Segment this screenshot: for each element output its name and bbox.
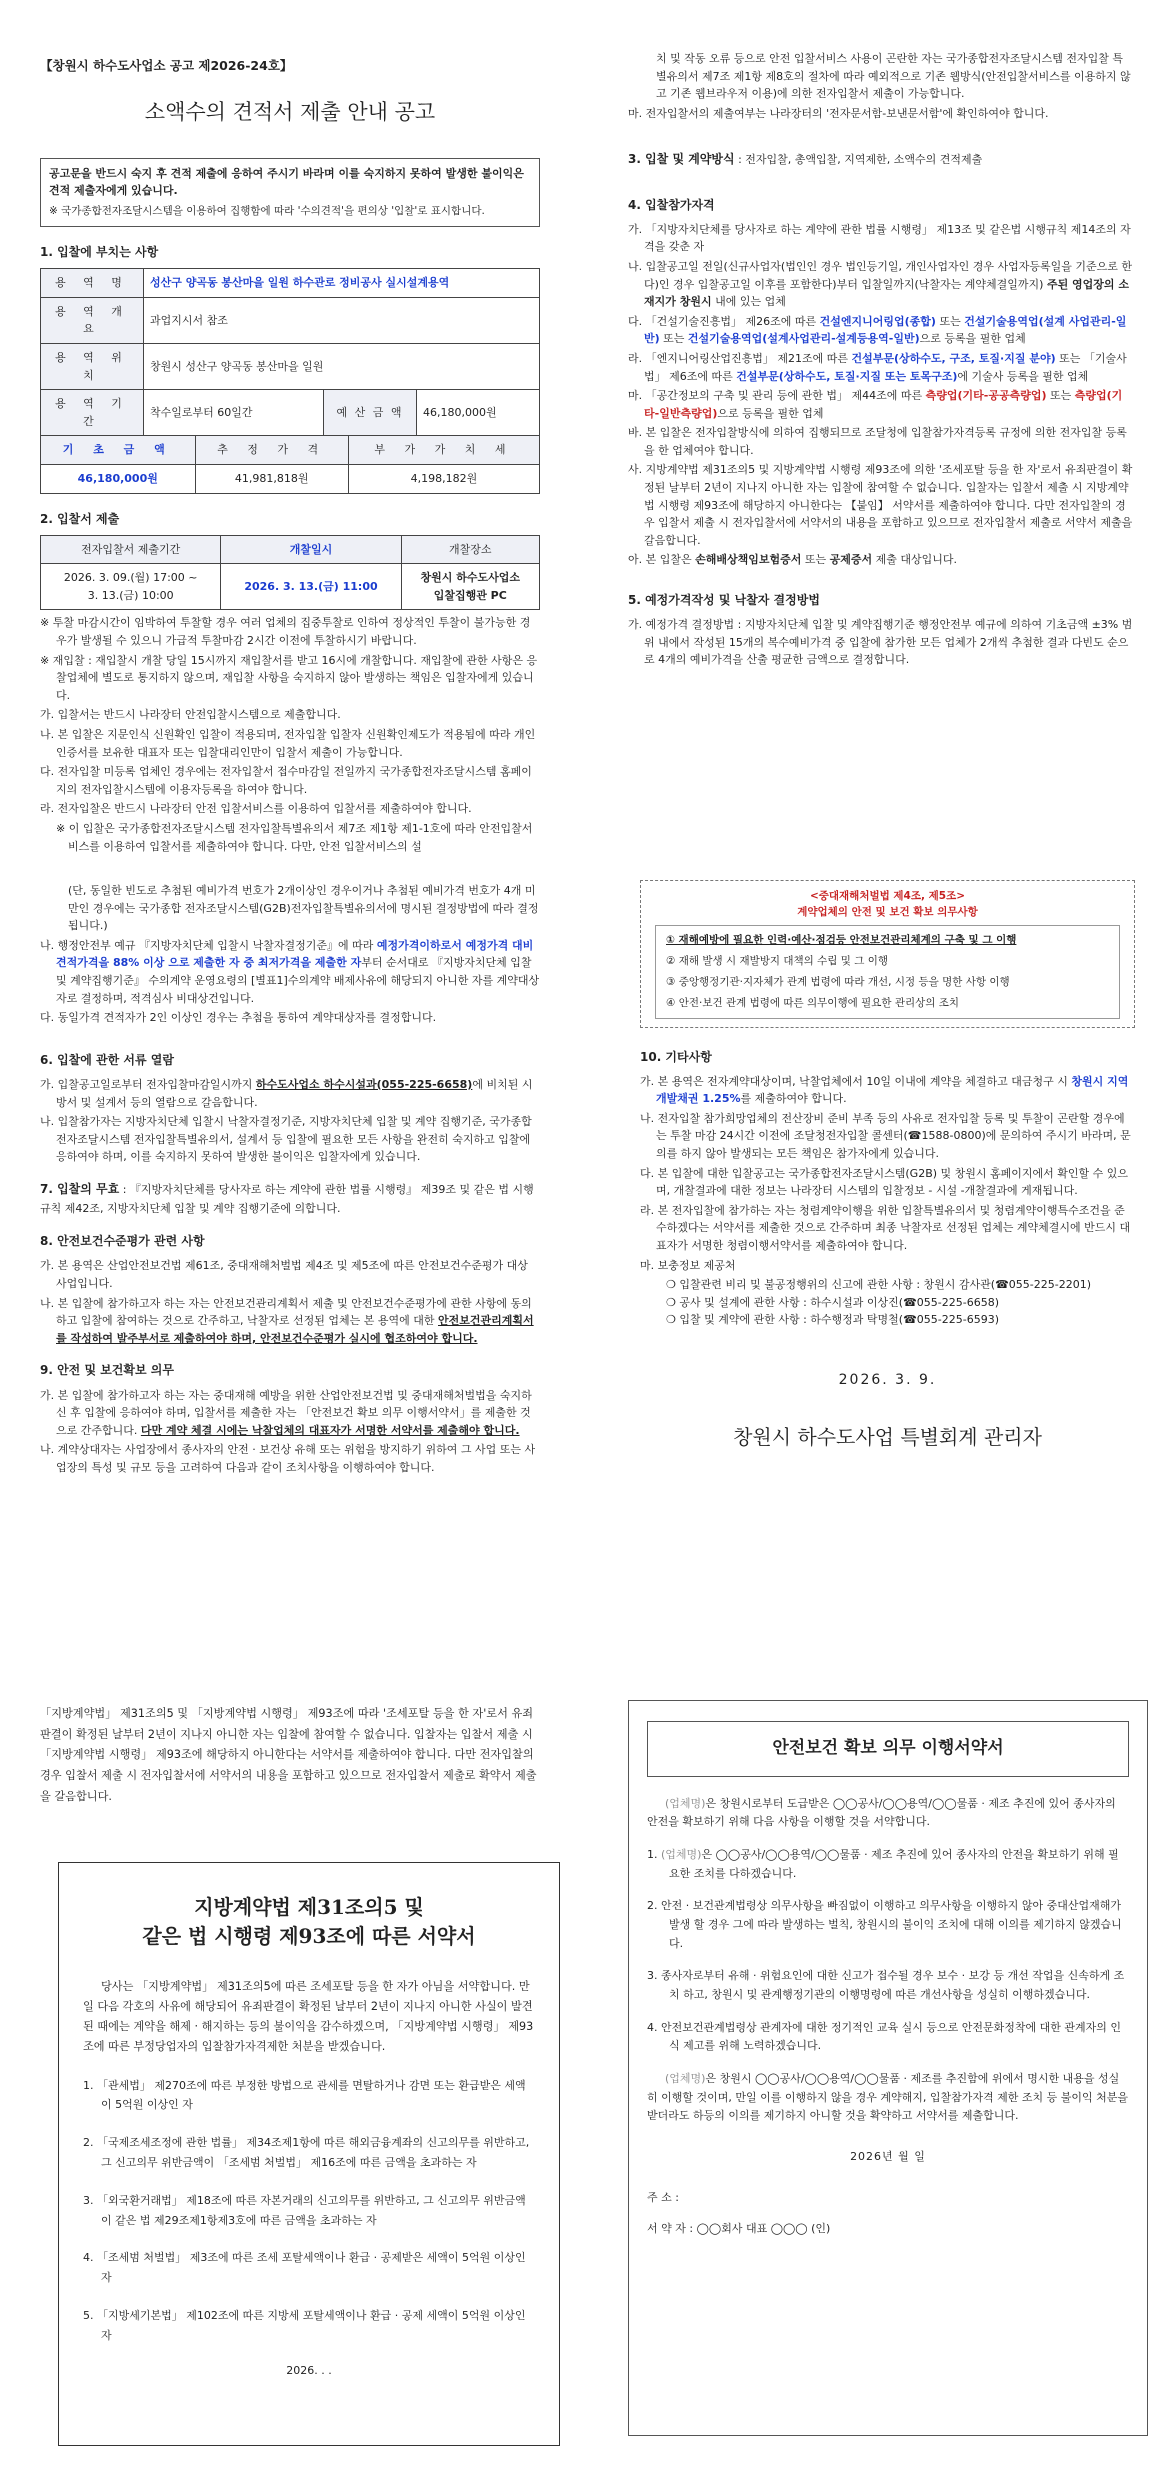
warning-sub: ※ 국가종합전자조달시스템을 이용하여 집행함에 따라 '수의견적'을 편의상 '입찰'로 표시합니다.	[49, 205, 485, 218]
note-paragraph: ※ 투찰 마감시간이 임박하여 투찰할 경우 여러 업체의 집중투찰로 인하여 정상적인 투찰이 불가능한 경우가 발생될 수 있으니 가급적 투찰마감 2시간 이전에 투찰하시기 바랍니다.	[40, 616, 531, 648]
text-run: 다만 계약 체결 시에는 낙찰업체의 대표자가 서명한 서약서를 제출해야 합니다.	[140, 1423, 520, 1437]
text-run: 마. 「공간정보의 구축 및 관리 등에 관한 법」 제44조에 따른	[628, 389, 926, 403]
clause-da	[628, 313, 1133, 348]
section-7-title: 7. 입찰의 무효	[40, 1181, 120, 1196]
clause-ra: 라. 전자입찰은 반드시 나라장터 안전 입찰서비스를 이용하여 입찰서를 제출하여야 합니다.	[40, 802, 472, 816]
text-run: 건설기술용역업(설계 사업관리-일반)	[644, 314, 1127, 346]
place-line: 입찰집행관 PC	[433, 588, 507, 602]
submission-period	[41, 564, 221, 610]
table-row	[41, 390, 540, 436]
text-run: 나. 입찰공고일 전일(신규사업자(법인인 경우 법인등기일, 개인사업자인 경우 사업자등록일을 기준으로 한다)인 경우 입찰공고일 이후를 포함한다)부터 입찰일까지(낙찰자는 계약체결일까지)	[628, 259, 1132, 291]
clause-na: 나. 계약상대자는 사업장에서 종사자의 안전 · 보건상 유해 또는 위험을 방지하기 위하여 그 사업 또는 사업장의 특성 및 규모 등을 고려하여 다음과 같이 조치사항을 이행하여야 합니다.	[40, 1443, 536, 1474]
text-run: 은 창원시로부터 도급받은 ◯◯공사/◯◯용역/◯◯물품 · 제조 추진에 있어 종사자의 안전을 확보하기 위해 다음 사항을 이행할 것을 서약합니다.	[647, 1796, 1116, 1829]
submission-table	[40, 535, 540, 611]
safety-box-title	[655, 889, 1120, 921]
warning-box	[40, 158, 540, 227]
page2-left	[40, 1704, 540, 1808]
text-run: 측량업(기타-일반측량업)	[644, 389, 1123, 420]
text-run: 은 창원시 ◯◯공사/◯◯용역/◯◯물품 · 제조를 추진함에 위에서 명시한 내용을 성실히 이행할 것이며, 만일 이를 이행하지 않을 경우 계약해지, 입찰참가자격 제한 조치 등 불이익 처분을 받더라도 하등의 이의를 제기하지 아니할 것을 확약하고 서약서를 제출합니다.	[647, 2072, 1128, 2123]
list-item: ① 재해예방에 필요한 인력·예산·점검등 안전보건관리체계의 구축 및 그 이행	[666, 933, 1017, 946]
text-run: 또는	[1046, 389, 1075, 403]
clause-ga: 가. 본 용역은 산업안전보건법 제61조, 중대재해처벌법 제4조 및 제5조에 따른 안전보건수준평가 대상 사업입니다.	[40, 1259, 528, 1291]
oath-closing	[647, 2070, 1129, 2126]
notice-date: 2026. 3. 9.	[838, 1372, 937, 1388]
text-run: 안전보건관계법령상 관계자에 대한 정기적인 교육 실시 등으로 안전문화정착에 대한 관계자의 인식 제고를 위해 노력하겠습니다.	[661, 2020, 1122, 2053]
text-run: 가. 본 용역은 전자계약대상이며, 낙찰업체에서 10일 이내에 계약을 체결하고 대금청구 시	[640, 1074, 1072, 1088]
text-run: (업체명)	[665, 1796, 706, 1810]
text-run: 공제증서	[829, 553, 873, 567]
safety-title-line: <중대재해처벌법 제4조, 제5조>	[809, 890, 966, 902]
text-run: 건설엔지니어링업(종합)	[819, 314, 936, 328]
right-column-upper	[628, 48, 1133, 671]
clause-ma: 마. 전자입찰서의 제출여부는 나라장터의 '전자문서함-보낸문서함'에 확인하여야 합니다.	[628, 106, 1049, 120]
list-item	[647, 1897, 1129, 1953]
oath-signer: 서 약 자 : ◯◯회사 대표 ◯◯◯ (인)	[647, 2221, 831, 2235]
text-run: 2.	[647, 1899, 661, 1913]
service-period: 착수일로부터 60일간	[144, 390, 324, 436]
clause-na: 나. 입찰참가자는 지방자치단체 입찰시 낙찰자결정기준, 지방자치단체 입찰 및 계약 집행기준, 국가종합전자조달시스템 전자입찰특별유의서, 설계서 등 입찰에 필요한 모든 사항을 완전히 숙지하고 입찰에 응하여야 하며, 이를 숙지하지 못하여 발생한 불이익은 입찰자에게 있습니다.	[40, 1115, 532, 1164]
oath-intro	[647, 1795, 1129, 1832]
amount-header: 부 가 가 치 세	[348, 436, 539, 465]
safety-title-line: 계약업체의 안전 및 보건 확보 의무사항	[797, 905, 978, 918]
text-run: 종사자로부터 유해 · 위험요인에 대한 신고가 접수될 경우 보수 · 보강 등 개선 작업을 신속하게 조치 하고, 창원시 및 관계행정기관의 이행명령에 따른 개선사항을 성실히 이행하겠습니다.	[661, 1969, 1125, 2001]
section-5-title: 5. 예정가격작성 및 낙찰자 결정방법	[628, 593, 820, 608]
section-10-title: 10. 기타사항	[640, 1049, 712, 1064]
text-run: 다. 「건설기술진흥법」 제26조에 따른	[628, 314, 820, 328]
clause-da: 다. 동일가격 견적자가 2인 이상인 경우는 추첨을 통하여 계약대상자를 결정합니다.	[40, 1011, 437, 1025]
text-run: 또는	[935, 314, 965, 328]
clause-ra: 라. 본 전자입찰에 참가하는 자는 청렴계약이행을 위한 입찰특별유의서 및 청렴계약이행특수조건을 준수하겠다는 서약서를 제출한 것으로 간주하며 최종 낙찰자로 선정된 업체는 계약체결시에 반드시 대표자가 서명한 청렴이행서약서를 제출하여야 합니다.	[640, 1203, 1131, 1253]
text-run: 은 ◯◯공사/◯◯용역/◯◯물품 · 제조 추진에 있어 종사자의 안전을 확보하기 위해 필요한 조치를 다하겠습니다.	[669, 1847, 1119, 1880]
pledge-date: 2026. . .	[286, 2363, 332, 2377]
clause-na: 나. 본 입찰은 지문인식 신원확인 입찰이 적용되며, 전자입찰 입찰자 신원확인제도가 적용됨에 따라 개인인증서를 보유한 대표자 또는 입찰대리인만이 입찰서 제출이 가능합니다.	[40, 728, 536, 759]
section-3	[628, 150, 1133, 169]
text-run: 3.	[647, 1969, 661, 1983]
list-item: ② 재해 발생 시 재발방지 대책의 수립 및 그 이행	[666, 954, 889, 967]
left-column-lower	[40, 880, 540, 1479]
warning-main: 공고문을 반드시 숙지 후 견적 제출에 응하여 주시기 바라며 이를 숙지하지 못하여 발생한 불이익은 견적 제출자에게 있습니다.	[49, 166, 524, 198]
clause-ma	[628, 387, 1133, 422]
pledge-box	[58, 1862, 560, 2446]
right-column-lower	[640, 880, 1135, 1453]
table-header: 개찰일시	[221, 535, 401, 564]
text-run: 안전 · 보건관계법령상 의무사항을 빠짐없이 이행하고 의무사항을 이행하지 않아 중대산업재해가 발생 할 경우 그에 따라 발생하는 벌칙, 창원시의 불이익 조치에 대해 이의를 제기하지 않겠습니다.	[661, 1899, 1122, 1950]
clause-ga	[40, 1076, 540, 1111]
section-2-title: 2. 입찰서 제출	[40, 511, 120, 526]
clause-ga: 가. 입찰서는 반드시 나라장터 안전입찰시스템으로 제출합니다.	[40, 708, 341, 722]
table-row	[41, 564, 540, 610]
list-item: 4. 「조세범 처벌법」 제3조에 따른 조세 포탈세액이나 환급 · 공제받은 세액이 5억원 이상인 자	[83, 2251, 526, 2285]
section-6-title: 6. 입찰에 관한 서류 열람	[40, 1052, 174, 1067]
text-run: 손해배상책임보험증서	[695, 553, 802, 567]
text-run: 주된 영업장의 소재지가 창원시	[644, 277, 1129, 309]
table-row	[41, 343, 540, 389]
service-overview: 과업지시서 참조	[144, 297, 540, 343]
section-7	[40, 1180, 540, 1218]
budget-value: 46,180,000원	[417, 390, 540, 436]
table-header: 개찰장소	[401, 535, 539, 564]
text-run: 4.	[647, 2020, 661, 2034]
vat-amount: 4,198,182원	[348, 464, 539, 493]
list-item: 2. 「국제조세조정에 관한 법률」 제34조제1항에 따른 해외금융계좌의 신고의무를 위반하고, 그 신고의무 위반금액이 「조세범 처벌법」 제16조에 따른 금액을 초과하는 자	[83, 2136, 530, 2170]
text-run: 안전보건관리계획서를 작성하여 발주부서로 제출하여야 하며, 안전보건수준평가 실시에 협조하여야 합니다.	[56, 1314, 534, 1345]
pledge-title	[83, 1891, 535, 1949]
text-run: 에 비치된 시방서 및 설계서 등의 열람으로 갈음합니다.	[56, 1077, 533, 1109]
text-run: 를 제출하여야 합니다.	[740, 1092, 847, 1106]
estimated-price: 41,981,818원	[195, 464, 348, 493]
text-run: 하수도사업소 하수시설과(055-225-6658)	[255, 1077, 473, 1091]
open-date: 2026. 3. 13.(금) 11:00	[221, 564, 401, 610]
text-run: 내에 있는 업체	[711, 295, 786, 309]
list-item	[647, 1967, 1129, 2004]
text-run: 1.	[647, 1847, 661, 1861]
document-title: 소액수의 견적서 제출 안내 공고	[144, 100, 436, 124]
list-item: 5. 「지방세기본법」 제102조에 따른 지방세 포탈세액이나 환급 · 공제 세액이 5억원 이상인 자	[83, 2309, 526, 2342]
table-row	[41, 297, 540, 343]
notice-id: 【창원시 하수도사업소 공고 제2026-24호】	[40, 58, 293, 73]
text-run: 또는	[659, 332, 688, 346]
clause-ga: 가. 예정가격 결정방법 : 지방자치단체 입찰 및 계약집행기준 행정안전부 예규에 의하여 기초금액 ±3% 범위 내에서 작성된 15개의 복수예비가격 중 입찰에 참가한 모든 업체가 2개씩 추첨한 결과 다빈도 순으로 4개의 예비가격을 산출 평균한 금액으로 결정합니다.	[628, 618, 1133, 667]
clause-na	[628, 258, 1133, 311]
clause-ra	[628, 350, 1133, 385]
safety-duty-box	[640, 880, 1135, 1028]
pledge-title-line: 같은 법 시행령 제93조에 따른 서약서	[142, 1924, 476, 1948]
table-row	[41, 436, 540, 465]
section-7-text: : 『지방자치단체를 당사자로 하는 계약에 관한 법률 시행령』 제39조 및 같은 법 시행규칙 제42조, 지방자치단체 입찰 및 계약 집행기준에 의합니다.	[40, 1182, 534, 1216]
text-run: 건설부문(상하수도, 토질·지질 또는 토목구조)	[736, 369, 958, 383]
text-run: 부터 순서대로 『지방자치단체 입찰 및 계약집행기준』 수의계약 운영요령의 [별표1]수의계약 배제사유에 해당되지 아니한 자를 계약대상자로 결정하며, 적격심사 비대상건입니다.	[56, 956, 540, 1005]
place-line: 창원시 하수도사업소	[420, 571, 520, 585]
clause-ga: 가. 「지방자치단체를 당사자로 하는 계약에 관한 법률 시행령」 제13조 및 같은법 시행규칙 제14조의 자격을 갖춘 자	[628, 222, 1131, 254]
table-header: 전자입찰서 제출기간	[41, 535, 221, 564]
open-place	[401, 564, 539, 610]
text-run: 가. 본 입찰에 참가하고자 하는 자는 중대재해 예방을 위한 산업안전보건법 및 중대재해처벌법을 숙지하신 후 입찰에 응하여야 하며, 입찰서를 제출한 자는 「안전보건 확보 의무 이행서약서」를 제출한 것으로 간주합니다.	[40, 1388, 532, 1437]
text-run: 창원시 지역개발채권 1.25%	[656, 1074, 1129, 1106]
contact-list	[640, 1276, 1135, 1329]
list-item: 3. 「외국환거래법」 제18조에 따른 자본거래의 신고의무를 위반하고, 그 신고의무 위반금액이 같은 법 제29조제1항제3호에 따른 금액을 초과하는 자	[83, 2193, 526, 2227]
period-line: 3. 13.(금) 10:00	[87, 588, 174, 602]
clause-ma: 마. 보충정보 제공처	[640, 1258, 736, 1272]
table-row	[41, 464, 540, 493]
bid-items-table	[40, 268, 540, 436]
list-item: ④ 안전·보건 관계 법령에 따른 의무이행에 필요한 관리상의 조치	[666, 996, 960, 1009]
row-label: 용 역 명	[41, 269, 144, 298]
text-run: 또는 「기술사법」 제6조에 따른	[644, 351, 1127, 383]
clause-sa: 사. 지방계약법 제31조의5 및 지방계약법 시행령 제93조에 의한 '조세포탈 등을 한 자'로서 유죄판결이 확정된 날부터 2년이 지나지 아니한 자는 입찰에 참여할 수 없습니다. 입찰자는 입찰서 제출 시 지방계약법 시행령 제93조에 해당하지 아니한다는 【붙임】 서약서를 제출하여야 합니다. 다만 전자입찰의 경우 입찰서 제출 시 전자입찰서에 서약서의 내용을 포함하고 있으므로 전자입찰서 제출로 서약서 제출을 갈음합니다.	[628, 463, 1133, 547]
section-4-title: 4. 입찰참가자격	[628, 197, 715, 212]
base-amount: 46,180,000원	[41, 464, 196, 493]
text-run: 으로 등록을 필한 업체	[717, 406, 824, 420]
clause-ra-cont: 치 및 작동 오류 등으로 안전 입찰서비스 사용이 곤란한 자는 국가종합전자조달시스템 전자입찰 특별유의서 제7조 제1항 제8호의 절차에 따라 예외적으로 기존 웹방식(안전입찰서비스를 이용하지 않고 기존 웹브라우저 이용)에 의한 전자입찰서 제출이 가능합니다.	[656, 52, 1131, 101]
note-paragraph: ※ 재입찰 : 재입찰시 개찰 당일 15시까지 재입찰서를 받고 16시에 개찰합니다. 재입찰에 관한 사항은 응찰업체에 별도로 통지하지 않으며, 재입찰 사항을 숙지하지 않아 발생하는 책임은 입찰자에게 있습니다.	[40, 653, 538, 702]
text-run: 가. 입찰공고일로부터 전자입찰마감일시까지	[40, 1077, 256, 1091]
clause-ga	[640, 1073, 1135, 1108]
text-run: 예정가격이하로서 예정가격 대비 견적가격을 88% 이상 으로 제출한 자 중 최저가격을 제출한 자	[56, 938, 534, 970]
row-label: 용 역 기 간	[41, 390, 144, 436]
section-3-text: : 전자입찰, 총액입찰, 지역제한, 소액수의 견적제출	[734, 153, 983, 167]
text-run: 나. 행정안전부 예규 『지방자치단체 입찰시 낙찰자결정기준』에 따라	[40, 938, 377, 952]
clause-ba: 바. 본 입찰은 전자입찰방식에 의하여 집행되므로 조달청에 입찰참가자격등록 규정에 의한 전자입찰 등록을 한 업체여야 합니다.	[628, 426, 1127, 457]
oath-title: 안전보건 확보 의무 이행서약서	[647, 1721, 1129, 1777]
clause-na	[40, 1295, 540, 1348]
budget-label: 예 산 금 액	[324, 390, 417, 436]
list-item: ❍ 공사 및 설계에 관한 사항 : 하수시설과 이상진(☎055-225-6658)	[666, 1295, 1000, 1309]
text-run: 건설부문(상하수도, 구조, 토질·지질 분야)	[851, 351, 1056, 365]
text-run: 또는	[801, 553, 830, 567]
list-item: ❍ 입찰 및 계약에 관한 사항 : 하수행정과 탁명철(☎055-225-6593)	[666, 1313, 1000, 1327]
row-label: 용 역 개 요	[41, 297, 144, 343]
list-item	[647, 2019, 1129, 2056]
section-3-title: 3. 입찰 및 계약방식	[628, 152, 735, 167]
clause-na: 나. 전자입찰 참가희망업체의 전산장비 준비 부족 등의 사유로 전자입찰 등록 및 투찰이 곤란할 경우에는 투찰 마감 24시간 이전에 조달청전자입찰 콜센터(☎1588-0800)에 문의하여 주시기 바라며, 문의를 하지 않아 발생되는 모든 책임은 참가자에게 있습니다.	[640, 1111, 1131, 1161]
table-row	[41, 269, 540, 298]
section-9-title: 9. 안전 및 보건확보 의무	[40, 1363, 174, 1378]
left-column-upper	[40, 56, 540, 857]
clause-na	[40, 937, 540, 1007]
amount-table	[40, 435, 540, 493]
text-run: 아. 본 입찰은	[628, 553, 696, 567]
clause-da: 다. 본 입찰에 대한 입찰공고는 국가종합전자조달시스템(G2B) 및 창원시 홈페이지에서 확인할 수 있으며, 개찰결과에 대한 정보는 나라장터 시스템의 입찰정보 - 시설 -개찰결과에 게재됩니다.	[640, 1166, 1129, 1198]
text-run: 나. 본 입찰에 참가하고자 하는 자는 안전보건관리계획서 제출 및 안전보건수준평가에 관한 사항에 동의하고 입찰에 참여하는 것으로 간주하고, 낙찰자로 선정된 업체는 본 용역에 대한	[40, 1296, 532, 1328]
pledge-title-line: 지방계약법 제31조의5 및	[194, 1895, 424, 1919]
text-run: 제출 대상입니다.	[872, 553, 958, 567]
service-name: 성산구 양곡동 봉산마을 일원 하수관로 정비공사 실시설계용역	[144, 269, 540, 298]
list-item: ③ 중앙행정기관·지자체가 관계 법령에 따라 개선, 시정 등을 명한 사항 이행	[666, 975, 1010, 988]
clause-da: 다. 전자입찰 미등록 업체인 경우에는 전자입찰서 접수마감일 전일까지 국가종합전자조달시스템 홈페이지의 전자입찰시스템에 이용자등록을 하여야 합니다.	[40, 765, 532, 796]
list-item	[647, 1846, 1129, 1883]
list-item: 1. 「관세법」 제270조에 따른 부정한 방법으로 관세를 면탈하거나 감면 또는 환급받은 세액이 5억원 이상인 자	[83, 2078, 526, 2112]
list-item: ❍ 입찰관련 비리 및 불공정행위의 신고에 관한 사항 : 창원시 감사관(☎055-225-2201)	[666, 1278, 1092, 1292]
section-1-title: 1. 입찰에 부치는 사항	[40, 244, 159, 259]
notice-signer: 창원시 하수도사업 특별회계 관리자	[733, 1425, 1042, 1450]
period-line: 2026. 3. 09.(월) 17:00 ~	[63, 571, 198, 585]
text-run: (업체명)	[661, 1847, 702, 1861]
table-row	[41, 535, 540, 564]
pledge-paragraph: 당사는 「지방계약법」 제31조의5에 따른 조세포탈 등을 한 자가 아님을 서약합니다. 만일 다음 각호의 사유에 해당되어 유죄판결이 확정된 날부터 2년이 지나지 아니한 사실이 발견된 때에는 계약을 해제 · 해지하는 등의 불이익을 감수하겠으며, 「지방계약법 시행령」 제93조에 따른 부정당업자의 입찰참가자격제한 처분을 받겠습니다.	[83, 1980, 534, 2054]
clause-ra-note: ※ 이 입찰은 국가종합전자조달시스템 전자입찰특별유의서 제7조 제1항 제1-1호에 따라 안전입찰서비스를 이용하여 입찰서를 제출하여야 합니다. 다만, 안전 입찰서비스의 설	[56, 822, 533, 853]
safety-items	[655, 925, 1120, 1019]
text-run: 에 기술사 등록을 필한 업체	[957, 369, 1089, 383]
oath-date: 2026년 월 일	[850, 2150, 926, 2164]
text-run: (업체명)	[665, 2072, 706, 2086]
row-label: 용 역 위 치	[41, 343, 144, 389]
amount-header: 추 정 가 격	[195, 436, 348, 465]
amount-header: 기 초 금 액	[41, 436, 196, 465]
section-8-title: 8. 안전보건수준평가 관련 사항	[40, 1234, 205, 1249]
cont-note: (단, 동일한 빈도로 추첨된 예비가격 번호가 2개이상인 경우이거나 추첨된 예비가격 번호가 4개 미만인 경우에는 국가종합 전자조달시스템(G2B)전자입찰특별유의서에 명시된 결정방법에 따라 결정됩니다.)	[68, 884, 539, 933]
clause-ga	[40, 1387, 540, 1440]
text-run: 으로 등록을 필한 업체	[919, 332, 1026, 346]
text-run: 건설기술용역업(설계사업관리-설계등용역-일반)	[687, 332, 920, 346]
text-run: 라. 「엔지니어링산업진흥법」 제21조에 따른	[628, 351, 852, 365]
text-run: 측량업(기타-공공측량업)	[925, 389, 1047, 403]
oath-box	[628, 1700, 1148, 2436]
pledge-intro: 「지방계약법」 제31조의5 및 「지방계약법 시행령」 제93조에 따라 '조세포탈 등을 한 자'로서 유죄판결이 확정된 날부터 2년이 지나지 아니한 자는 입찰에 참여할 수 없습니다. 입찰자는 입찰서 제출 시 「지방계약법 시행령」 제93조에 해당하지 아니한다는 서약서를 제출하여야 합니다. 다만 전자입찰의 경우 입찰서 제출 시 전자입찰서에 서약서의 내용을 포함하고 있으므로 전자입찰서 제출로 확약서 제출을 갈음합니다.	[40, 1707, 537, 1803]
oath-address: 주 소 :	[647, 2190, 679, 2204]
clause-a	[628, 551, 1133, 569]
service-location: 창원시 성산구 양곡동 봉산마을 일원	[144, 343, 540, 389]
